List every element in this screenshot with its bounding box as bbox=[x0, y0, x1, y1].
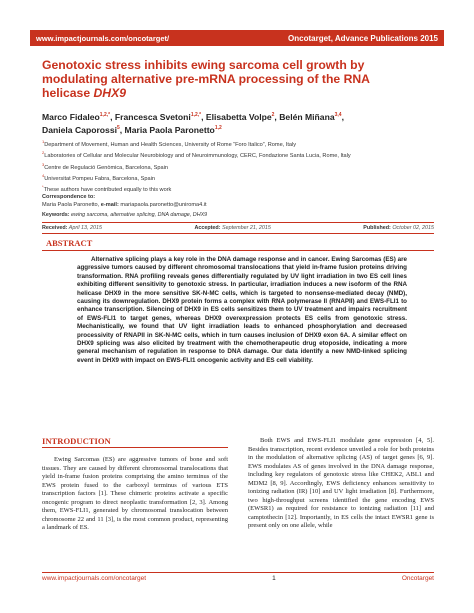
affiliation-text: Department of Movement, Human and Health Sciences, University of Rome “Foro Italico”, Rome, Italy bbox=[44, 141, 297, 148]
affiliation-sup: 3 bbox=[42, 161, 45, 167]
page-footer bbox=[42, 572, 434, 582]
affiliation-sup: 4 bbox=[42, 172, 45, 178]
author-name: Marco Fidaleo bbox=[42, 111, 100, 122]
footer-url[interactable]: www.impactjournals.com/oncotarget bbox=[42, 575, 147, 582]
author-name: Belén Miñana bbox=[279, 111, 335, 122]
affiliation-sup: 2 bbox=[42, 150, 45, 156]
author-name: Daniela Caporossi bbox=[42, 124, 117, 135]
title-gene-name: DHX9 bbox=[93, 86, 127, 100]
affiliation-item bbox=[42, 161, 434, 172]
author-name: Maria Paola Paronetto bbox=[124, 124, 215, 135]
received-label: Received: bbox=[42, 225, 68, 231]
affiliations bbox=[42, 138, 434, 194]
published-value: October 02, 2015 bbox=[390, 225, 434, 231]
affiliation-text: Centre de Regulació Genòmica, Barcelona, Spain bbox=[44, 164, 168, 171]
abstract-body: Alternative splicing plays a key role in the DNA damage response and in cancer. Ewing Sarcomas (ES) are aggressive tumors caused by different chromosomal translocations that yield in-frame fusion proteins driving transformation. RNA profiling reveals genes differentially regulated by UV light irradiation in two ES cell lines exhibiting different sensitivity to genotoxic stress. In particular, irradiation induces a new isoform of the RNA helicase DHX9 in the more sensitive SK-N-MC cells, which is targeted to nonsense-mediated decay (NMD), causing its downregulation. DHX9 protein forms a complex with RNA polymerase II (RNAPII) and EWS-FLI1 to enhance transcription. Silencing of DHX9 in ES cells sensitizes them to UV treatment and impairs recruitment of EWS-FLI1 to target genes, whereas DHX9 overexpression protects ES cells from genotoxic stress. Mechanistically, we found that UV light irradiation leads to enhanced phosphorylation and decreased processivity of RNAPII in SK-N-MC cells, which in turn causes inclusion of DHX9 exon 6A. A similar effect on DHX9 splicing was also elicited by treatment with the chemotherapeutic drug etoposide, indicating a more general mechanism of regulation in response to DNA damage. Our data identify a new NMD-linked splicing event in DHX9 with impact on EWS-FLI1 oncogenic activity and ES cell viability. bbox=[77, 256, 407, 364]
correspondence-line bbox=[42, 201, 434, 209]
author-superscript: 2 bbox=[271, 112, 275, 118]
affiliation-item bbox=[42, 172, 434, 183]
journal-name: Oncotarget, Advance Publications 2015 bbox=[288, 33, 438, 43]
journal-header-bar bbox=[30, 30, 444, 46]
title-line-3 bbox=[42, 86, 434, 100]
author-name: Francesca Svetoni bbox=[114, 111, 191, 122]
author-superscript: 3,4 bbox=[334, 112, 342, 118]
received-date bbox=[42, 225, 102, 231]
keywords-label: Keywords: bbox=[42, 212, 70, 218]
accepted-label: Accepted: bbox=[194, 225, 221, 231]
affiliation-item bbox=[42, 138, 434, 149]
correspondence-email[interactable]: mariapaola.paronetto@uniroma4.it bbox=[118, 202, 207, 208]
published-date bbox=[363, 225, 434, 231]
author-superscript: 1,2,* bbox=[190, 112, 202, 118]
received-value: April 13, 2015 bbox=[67, 225, 103, 231]
affiliation-text: Laboratories of Cellular and Molecular Neurobiology and of Neuroimmunology, CERC, Fondazione Santa Lucia, Rome, Italy bbox=[44, 153, 351, 160]
affiliation-sup: * bbox=[42, 184, 44, 190]
introduction-left-column: Ewing Sarcomas (ES) are aggressive tumors of bone and soft tissues. They are caused by different chromosomal translocations that yield in-frame fusion proteins comprising the amino terminus of the EWS protein fused to the carboxyl terminus of various ETS transcription factors [1]. These chimeric proteins activate a specific oncogenic program to direct neoplastic transformation [2, 3]. Among them, EWS-FLI1, generated by chromosomal translocation between chromosome 22 and 11 [3], is the most common product, representing a landmark of ES. bbox=[42, 456, 228, 531]
introduction-heading: INTRODUCTION bbox=[42, 436, 228, 448]
accepted-date bbox=[194, 225, 270, 231]
footer-journal: Oncotarget bbox=[401, 575, 434, 582]
paper-title bbox=[42, 58, 434, 100]
affiliation-item bbox=[42, 149, 434, 160]
affiliation-text: These authors have contributed equally to this work bbox=[43, 186, 172, 193]
email-label: e-mail: bbox=[100, 202, 119, 208]
affiliation-sup: 1 bbox=[42, 139, 45, 144]
abstract-heading: ABSTRACT bbox=[42, 238, 434, 251]
title-line-2: modulating alternative pre-mRNA processing of the RNA bbox=[42, 72, 370, 86]
page-number: 1 bbox=[272, 575, 276, 582]
journal-url[interactable]: www.impactjournals.com/oncotarget/ bbox=[36, 33, 170, 43]
published-label: Published: bbox=[363, 225, 391, 231]
author-name: Elisabetta Volpe bbox=[205, 111, 272, 122]
keywords-line bbox=[42, 212, 434, 218]
affiliation-text: Universitat Pompeu Fabra, Barcelona, Spain bbox=[44, 175, 155, 182]
correspondence-label: Correspondence to: bbox=[42, 194, 96, 200]
introduction-right-column: Both EWS and EWS-FLI1 modulate gene expression [4, 5]. Besides transcription, recent evidence unveiled a role for both proteins in the modulation of alternative splicing (AS) of target genes [6, 9]. EWS modulates AS of genes involved in the DNA damage response, including key regulators of genotoxic stress like CHEK2, ABL1 and MDM2 [8, 9]. Accordingly, EWS deficiency enhances sensitivity to ionizing radiation (IR) [10] and UV light irradiation [8]. Furthermore, two high-throughput screens identified the gene encoding EWS (EWSR1) as required for resistance to ionizing radiation [11] and camptothecin [12]. Importantly, in ES cells the intact EWSR1 gene is present only on one allele, while bbox=[248, 437, 434, 529]
publication-dates bbox=[42, 222, 434, 234]
title-line-1: Genotoxic stress inhibits ewing sarcoma cell growth by bbox=[42, 58, 365, 72]
author-superscript: 1,2 bbox=[214, 124, 222, 131]
correspondence-name: Maria Paola Paronetto, bbox=[42, 202, 101, 208]
accepted-value: September 21, 2015 bbox=[220, 225, 271, 231]
author-superscript: 1,2,* bbox=[99, 112, 111, 118]
author-list: Marco Fidaleo$^{1,2,*}$, Francesca Svetoni$^{1,2,*}$, Elisabetta Volpe$^2$, Belén Miñana$^{3,4}$, Daniela Caporossi$^5$, Maria Paola Paronetto$^{1,2}$ bbox=[42, 111, 344, 135]
keywords-text: ewing sarcoma, alternative splicing, DNA damage, DHX9 bbox=[69, 212, 208, 218]
author-superscript: 5 bbox=[116, 124, 120, 131]
correspondence-block bbox=[42, 193, 434, 209]
title-line-3-text: helicase bbox=[42, 86, 94, 100]
